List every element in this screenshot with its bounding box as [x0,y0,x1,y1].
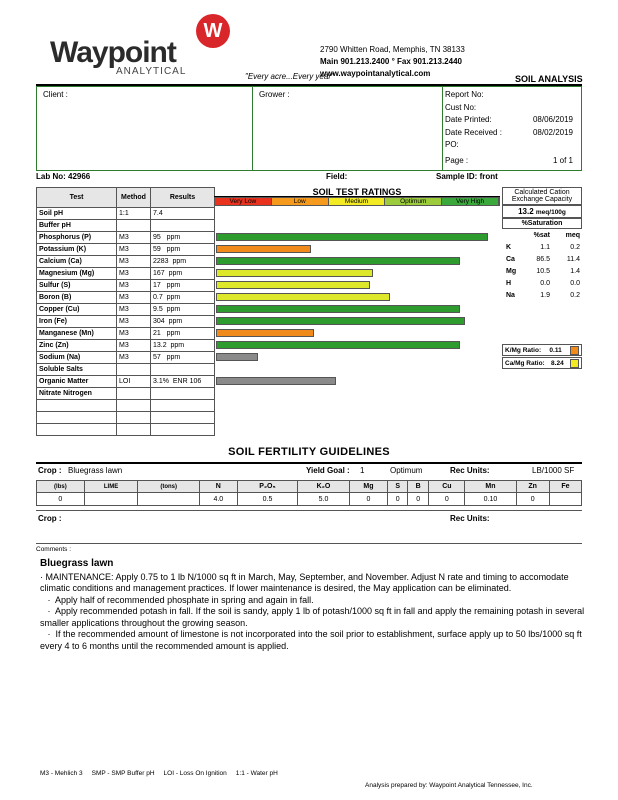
nutrient-value: 0 [516,493,549,506]
rec-units-value: LB/1000 SF [532,466,575,475]
test-result: 13.2 ppm [151,340,215,352]
nutrient-value: 0.10 [465,493,516,506]
client-label: Client : [43,90,68,99]
rating-bar-row [214,303,500,315]
comment-paragraph: · Apply half of recommended phosphate in spring and again in fall. [40,594,314,605]
test-name [37,412,117,424]
test-method: M3 [117,256,151,268]
test-result: 0.7 ppm [151,292,215,304]
grower-label: Grower : [259,90,290,99]
po-label: PO: [445,140,459,149]
test-name: Sulfur (S) [37,280,117,292]
rating-scale-label: Optimum [385,198,442,205]
col-results: Results [151,188,215,208]
saturation-cell: 1.1 [540,244,550,251]
km-ratio [502,344,582,356]
test-result: 57 ppm [151,352,215,364]
rating-bar-row [214,279,500,291]
table-row [37,280,215,292]
prepared-by: Analysis prepared by: Waypoint Analytical Tennessee, Inc. [365,782,533,789]
test-name: Potassium (K) [37,244,117,256]
test-name: Organic Matter [37,376,117,388]
nutrient-value: 5.0 [298,493,349,506]
table-row [37,328,215,340]
date-printed-value: 08/06/2019 [532,115,573,124]
table-row [37,376,215,388]
table-row [37,352,215,364]
results-table [36,187,215,436]
table-row [37,388,215,400]
test-method: M3 [117,316,151,328]
rating-bar [216,281,370,289]
rating-bar-row [214,351,500,363]
crop-label: Crop : [38,466,62,475]
cec-value: 13.2 [518,207,534,216]
camg-ratio-swatch [570,359,579,368]
rating-bar-row [214,255,500,267]
nutrient-header: S [388,481,408,493]
nutrient-header: (tons) [138,481,200,493]
rating-bar-row [214,207,500,219]
saturation-cell: meq [565,232,580,239]
second-crop-row [36,510,582,544]
yield-label: Yield Goal : [306,466,350,475]
saturation-cell: Mg [506,268,517,275]
rating-bar-row [214,315,500,327]
cec-unit: meq/100g [535,209,566,216]
test-method: M3 [117,280,151,292]
ratings-bars [214,207,500,387]
rating-bar [216,245,311,253]
client-info-box [36,86,582,171]
nutrient-header: Fe [549,481,581,493]
test-result: 3.1% ENR 106 [151,376,215,388]
table-row [37,400,215,412]
test-method: M3 [117,340,151,352]
saturation-cell: K [506,244,512,251]
test-result: 167 ppm [151,268,215,280]
test-result: 304 ppm [151,316,215,328]
col-method: Method [117,188,151,208]
report-no-label: Report No: [445,90,484,99]
test-name: Magnesium (Mg) [37,268,117,280]
test-result: 2283 ppm [151,256,215,268]
report-meta [445,89,573,167]
saturation-title: %Saturation [502,218,582,229]
cec-value-box [502,205,582,218]
test-name: Phosphorus (P) [37,232,117,244]
logo-wordmark: Waypoint [50,36,176,69]
ratings-scale [214,197,500,206]
rating-bar-row [214,375,500,387]
table-row [37,244,215,256]
nutrient-header: N [200,481,237,493]
test-name: Nitrate Nitrogen [37,388,117,400]
rating-scale-label: Medium [329,198,386,205]
date-printed-label: Date Printed: [445,115,492,124]
saturation-cell: 10.5 [536,268,550,275]
saturation-cell: 0.0 [570,280,580,287]
table-row [37,316,215,328]
test-result: 95 ppm [151,232,215,244]
grower-section [253,87,443,170]
comments-heading: Bluegrass lawn [40,558,114,569]
test-result [151,424,215,436]
rating-scale-label: Very High [442,198,499,205]
method-legend: M3 - Mehlich 3 SMP - SMP Buffer pH LOI - Loss On Ignition 1:1 - Water pH [40,770,278,777]
comment-paragraph: · MAINTENANCE: Apply 0.75 to 1 lb N/1000 sq ft in March, May, September, and November. Adjust N rate and timing to accomodate climatic conditions and management practices. If lower maintenance is desired, the May application can be eliminated. [40,571,569,593]
test-method: M3 [117,304,151,316]
test-name: Manganese (Mn) [37,328,117,340]
table-row [37,304,215,316]
camg-ratio-label: Ca/Mg Ratio: [505,359,545,367]
address-line: 2790 Whitten Road, Memphis, TN 38133 [320,45,465,54]
ratings-title: SOIL TEST RATINGS [214,187,500,197]
saturation-cell: Na [506,292,515,299]
saturation-cell: 0.0 [540,280,550,287]
rating-bar [216,269,373,277]
nutrient-value [138,493,200,506]
saturation-cell: Ca [506,256,515,263]
saturation-cell [506,231,520,241]
saturation-cell: 0.2 [570,292,580,299]
test-method: M3 [117,328,151,340]
page-label: Page : [445,155,469,165]
table-row [37,220,215,232]
test-name: Zinc (Zn) [37,340,117,352]
test-name: Iron (Fe) [37,316,117,328]
test-method [117,388,151,400]
rating-bar [216,293,390,301]
phone-line: Main 901.213.2400 ° Fax 901.213.2440 [320,57,462,66]
rating-scale-label: Low [272,198,329,205]
test-result: 9.5 ppm [151,304,215,316]
rating-bar-row [214,231,500,243]
km-ratio-swatch [570,346,579,355]
table-row [37,424,215,436]
rating-bar-row [214,327,500,339]
recommendations-table [36,480,582,506]
yield-value: 1 [360,466,365,475]
nutrient-value: 0 [388,493,408,506]
test-method [117,400,151,412]
nutrient-value [549,493,581,506]
crop-row [36,466,582,480]
table-row [37,340,215,352]
test-result [151,400,215,412]
rating-bar-row [214,219,500,231]
rating-bar-row [214,243,500,255]
km-ratio-label: K/Mg Ratio: [505,346,542,354]
test-method: M3 [117,244,151,256]
table-row [37,256,215,268]
test-result [151,220,215,232]
rating-bar [216,317,465,325]
test-method [117,412,151,424]
rating-bar-row [214,267,500,279]
recommendations-header [37,481,582,493]
rating-bar [216,257,460,265]
saturation-cell: %sat [533,232,550,239]
rating-bar-row [214,291,500,303]
yield-unit: Optimum [390,466,423,475]
lab-line [36,172,582,181]
tagline: "Every acre...Every year" [245,72,334,81]
rec2-label: Rec Units: [450,514,490,523]
cust-no-label: Cust No: [445,102,477,112]
client-section [37,87,253,170]
recommendations-values [37,493,582,506]
crop-value: Bluegrass lawn [68,466,123,475]
test-result: 7.4 [151,208,215,220]
saturation-cell: 1.9 [540,292,550,299]
rating-bar [216,341,460,349]
table-row [37,268,215,280]
test-result: 17 ppm [151,280,215,292]
table-row [37,364,215,376]
test-name: Copper (Cu) [37,304,117,316]
table-row [37,412,215,424]
lab-no: Lab No: 42966 [36,172,91,181]
test-result [151,364,215,376]
nutrient-value: 0 [429,493,465,506]
km-ratio-value: 0.11 [549,346,562,354]
guidelines-divider [36,462,582,464]
nutrient-header: P₂O₅ [237,481,298,493]
nutrient-header: Mn [465,481,516,493]
rating-bar [216,305,460,313]
comments-label: Comments : [36,546,72,553]
test-method: 1:1 [117,208,151,220]
nutrient-header: Cu [429,481,465,493]
rating-bar [216,233,488,241]
test-method [117,424,151,436]
nutrient-header: K₂O [298,481,349,493]
saturation-cell: 0.2 [570,244,580,251]
cec-title: Calculated Cation Exchange Capacity [502,187,582,205]
test-method [117,364,151,376]
table-row [37,292,215,304]
saturation-cell: 86.5 [536,256,550,263]
sample-id: Sample ID: front [436,172,498,181]
logo-icon: W [196,14,230,48]
saturation-cell: 1.4 [570,268,580,275]
test-result [151,388,215,400]
table-row [37,232,215,244]
rating-bar-row [214,363,500,375]
date-received-value: 08/02/2019 [532,127,573,137]
test-name: Soil pH [37,208,117,220]
saturation-cell: 11.4 [566,256,580,263]
nutrient-header: Zn [516,481,549,493]
test-result [151,412,215,424]
rating-bar [216,329,314,337]
camg-ratio-value: 8.24 [551,359,564,367]
test-result: 21 ppm [151,328,215,340]
nutrient-header: B [408,481,429,493]
date-received-label: Date Received : [445,127,502,137]
test-name: Calcium (Ca) [37,256,117,268]
test-name: Boron (B) [37,292,117,304]
nutrient-header: (lbs) [37,481,85,493]
nutrient-value: 0 [349,493,388,506]
crop2-label: Crop : [38,514,62,523]
test-method [117,220,151,232]
test-method: M3 [117,292,151,304]
soil-test-ratings [214,187,500,206]
saturation-cell: H [506,280,512,287]
test-name [37,424,117,436]
nutrient-header: LIME [84,481,138,493]
rating-bar [216,353,258,361]
logo-subtitle: ANALYTICAL [116,66,187,77]
col-test: Test [37,188,117,208]
table-row [37,208,215,220]
nutrient-value: 0 [408,493,429,506]
rating-bar-row [214,339,500,351]
field-label: Field: [326,172,348,181]
test-name [37,400,117,412]
test-name: Buffer pH [37,220,117,232]
test-name: Sodium (Na) [37,352,117,364]
company-address [320,44,465,80]
nutrient-header: Mg [349,481,388,493]
website-line: www.waypointanalytical.com [320,69,431,78]
guidelines-title: SOIL FERTILITY GUIDELINES [228,446,390,458]
test-method: M3 [117,268,151,280]
comments-body [40,558,590,652]
rating-bar [216,377,336,385]
page-value: 1 of 1 [552,155,573,165]
rec-units-label: Rec Units: [450,466,490,475]
test-name: Soluble Salts [37,364,117,376]
nutrient-value: 4.0 [200,493,237,506]
nutrient-value: 0 [37,493,85,506]
saturation-table [502,229,582,303]
test-result: 59 ppm [151,244,215,256]
nutrient-value [84,493,138,506]
test-method: M3 [117,352,151,364]
comment-paragraph: · Apply recommended potash in fall. If the soil is sandy, apply 1 lb of potash/1000 sq ft in fall and apply the remaining potash in several smaller applications throughout the growing season. [40,606,587,628]
cec-panel [502,187,582,369]
camg-ratio [502,357,582,369]
nutrient-value: 0.5 [237,493,298,506]
rating-scale-label: Very Low [215,198,272,205]
report-title: SOIL ANALYSIS [515,74,583,84]
comment-paragraph: · If the recommended amount of limestone is not incorporated into the soil prior to establishment, surface apply up to 50 lbs/1000 sq ft every 4 to 6 months until the recommended amount is applied. [40,629,585,651]
test-method: M3 [117,232,151,244]
test-method: LOI [117,376,151,388]
